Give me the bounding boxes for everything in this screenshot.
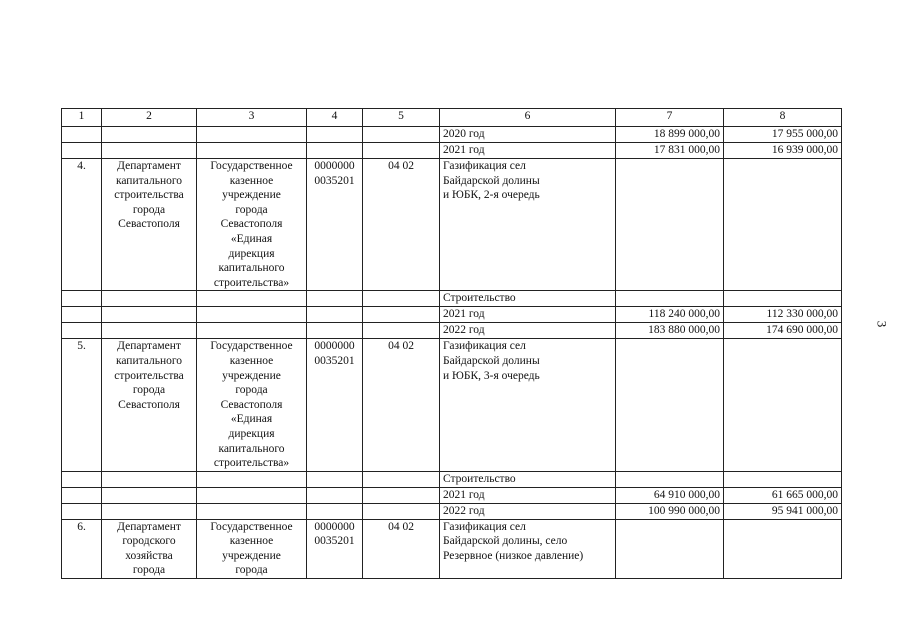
table-row [62,143,842,159]
header-cell: 5 [363,109,440,127]
amount-col8: 112 330 000,00 [724,307,842,323]
table-row [62,487,842,503]
amount-col7: 183 880 000,00 [616,323,724,339]
header-cell: 7 [616,109,724,127]
section-cell: 04 02 [363,519,440,578]
budget-table [61,108,842,579]
table-row [62,307,842,323]
section-cell: 04 02 [363,339,440,471]
amount-col8: 95 941 000,00 [724,503,842,519]
year-label: 2022 год [440,503,616,519]
row-number: 5. [62,339,102,471]
row-number: 4. [62,159,102,291]
amount-col7: 100 990 000,00 [616,503,724,519]
amount-col8: 61 665 000,00 [724,487,842,503]
year-label: 2020 год [440,127,616,143]
object-cell: Газификация сел Байдарской долины, село Резервное (низкое давление) [440,519,616,578]
table-row [62,519,842,578]
work-type: Строительство [440,471,616,487]
amount-col7: 18 899 000,00 [616,127,724,143]
recipient-cell: Государственное казенное учреждение города Севастополя «Единая дирекция капитального строительства» [197,339,307,471]
amount-col8: 174 690 000,00 [724,323,842,339]
table-row [62,503,842,519]
row-number: 6. [62,519,102,578]
header-cell: 2 [102,109,197,127]
page-number: 3 [874,320,890,328]
year-label: 2021 год [440,487,616,503]
object-cell: Газификация сел Байдарской долины и ЮБК, 2-я очередь [440,159,616,291]
table-row [62,323,842,339]
code-cell: 0000000 0035201 [307,519,363,578]
header-cell: 8 [724,109,842,127]
recipient-cell: Государственное казенное учреждение города Севастополя «Единая дирекция капитального строительства» [197,159,307,291]
amount-col8: 17 955 000,00 [724,127,842,143]
year-label: 2022 год [440,323,616,339]
amount-col7: 64 910 000,00 [616,487,724,503]
table-row [62,127,842,143]
amount-col7: 17 831 000,00 [616,143,724,159]
department-cell: Департамент городского хозяйства города [102,519,197,578]
code-cell: 0000000 0035201 [307,339,363,471]
object-cell: Газификация сел Байдарской долины и ЮБК, 3-я очередь [440,339,616,471]
table-row [62,339,842,471]
department-cell: Департамент капитального строительства города Севастополя [102,339,197,471]
table-row [62,291,842,307]
amount-col8: 16 939 000,00 [724,143,842,159]
header-cell: 6 [440,109,616,127]
section-cell: 04 02 [363,159,440,291]
department-cell: Департамент капитального строительства города Севастополя [102,159,197,291]
recipient-cell: Государственное казенное учреждение города [197,519,307,578]
work-type: Строительство [440,291,616,307]
year-label: 2021 год [440,143,616,159]
code-cell: 0000000 0035201 [307,159,363,291]
header-row [62,109,842,127]
year-label: 2021 год [440,307,616,323]
header-cell: 4 [307,109,363,127]
amount-col7: 118 240 000,00 [616,307,724,323]
header-cell: 3 [197,109,307,127]
table-row [62,159,842,291]
table-row [62,471,842,487]
header-cell: 1 [62,109,102,127]
